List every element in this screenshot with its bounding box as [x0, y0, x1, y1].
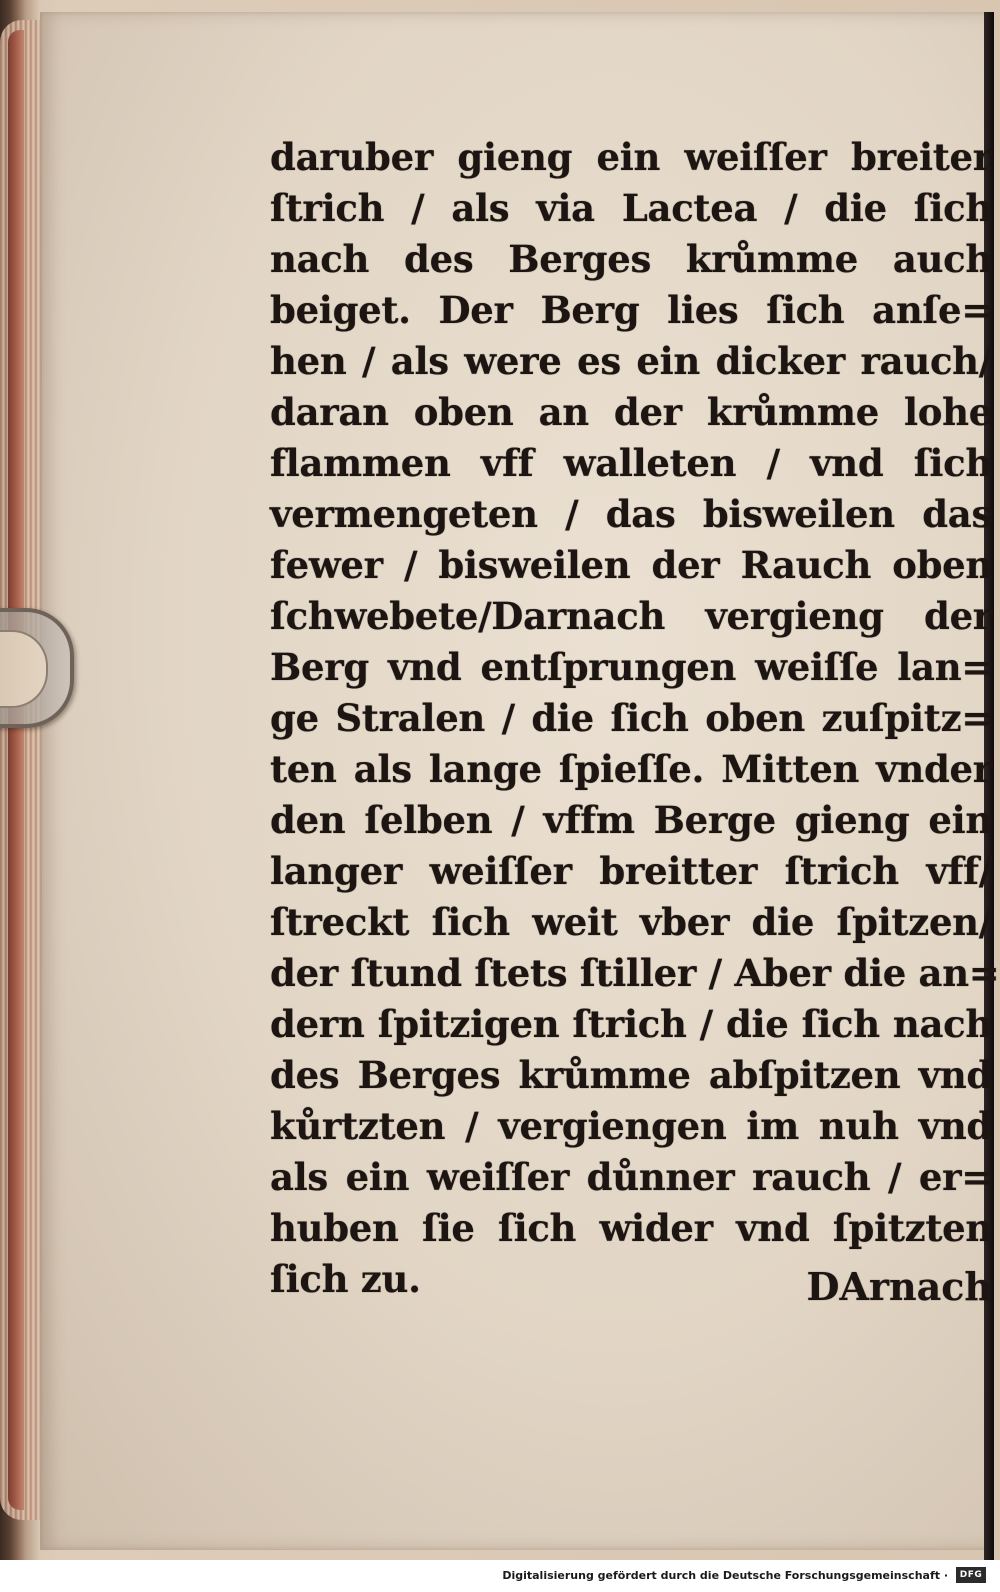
text-line-17: der ſtund ſtets ſtiller / Aber die an=	[270, 951, 1000, 995]
text-line-6: daran oben an der krůmme lohe	[270, 390, 992, 434]
text-line-22: huben ſie ſich wider vnd ſpitzten	[270, 1206, 992, 1250]
funding-credit: Digitalisierung gefördert durch die Deutsche Forschungsgemeinschaft ·	[502, 1569, 948, 1582]
text-line-23: ſich zu.	[270, 1257, 421, 1301]
text-line-10: ſchwebete/Darnach vergieng der	[270, 594, 992, 638]
text-line-13: ten als lange ſpieſſe. Mitten vnder	[270, 747, 992, 791]
footer-bar	[0, 1560, 1000, 1592]
text-line-20: kůrtzten / vergiengen im nuh vnd	[270, 1104, 992, 1148]
text-line-8: vermengeten / das bisweilen das	[270, 492, 992, 536]
book-clasp	[0, 608, 74, 728]
text-line-16: ſtreckt ſich weit vber die ſpitzen/	[270, 900, 992, 944]
text-line-3: nach des Berges krůmme auch	[270, 237, 992, 281]
text-line-4: beiget. Der Berg lies ſich anſe=	[270, 288, 992, 332]
text-line-15: langer weiſſer breitter ſtrich vff/	[270, 849, 992, 893]
book-clasp-inner	[0, 630, 48, 708]
catchword: DArnach	[806, 1264, 992, 1309]
text-line-21: als ein weiſſer důnner rauch / er=	[270, 1155, 992, 1199]
dfg-logo-icon: DFG	[956, 1567, 986, 1583]
text-line-14: den ſelben / vffm Berge gieng ein	[270, 798, 992, 842]
page-text-block	[270, 132, 1000, 1332]
text-line-2: ſtrich / als via Lactea / die ſich	[270, 186, 992, 230]
text-line-9: fewer / bisweilen der Rauch oben	[270, 543, 992, 587]
book-red-edge	[8, 30, 24, 1510]
text-line-12: ge Stralen / die ſich oben zuſpitz=	[270, 696, 992, 740]
text-line-1: daruber gieng ein weiſſer breiter	[270, 135, 992, 179]
text-line-19: des Berges krůmme abſpitzen vnd	[270, 1053, 992, 1097]
book-page	[40, 12, 1000, 1550]
text-line-5: hen / als were es ein dicker rauch/	[270, 339, 992, 383]
text-line-18: dern ſpitzigen ſtrich / die ſich nach	[270, 1002, 992, 1046]
text-line-11: Berg vnd entſprungen weiſſe lan=	[270, 645, 992, 689]
text-line-7: flammen vff walleten / vnd ſich	[270, 441, 992, 485]
